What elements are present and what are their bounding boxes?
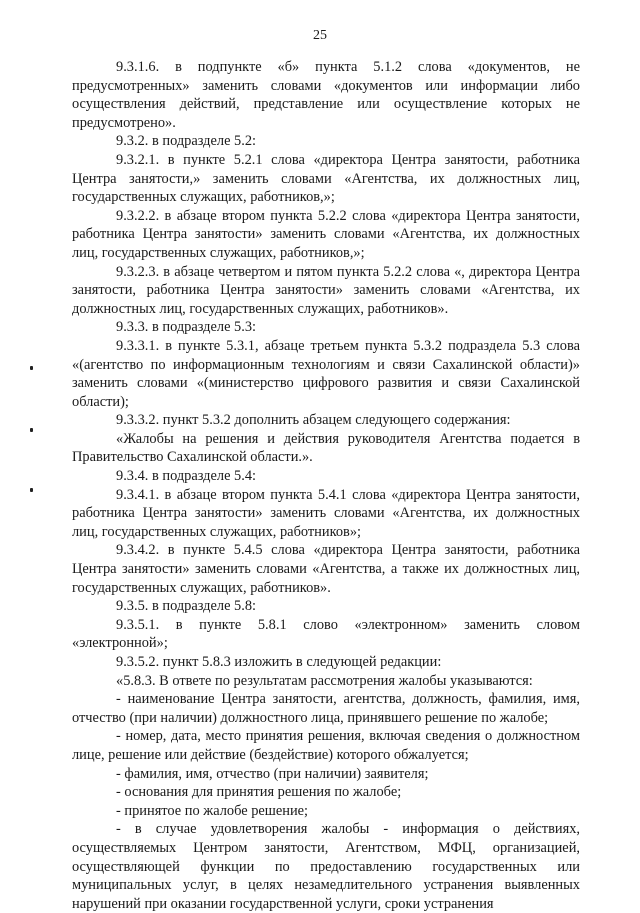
paragraph: «Жалобы на решения и действия руководителя Агентства подается в Правительство Сахалинской области.». [72, 430, 580, 466]
list-item: - принятое по жалобе решение; [116, 802, 309, 819]
list-item: - основания для принятия решения по жалобе; [116, 784, 402, 801]
paragraph: 9.3.3. в подразделе 5.3: [116, 319, 257, 336]
list-item: - фамилия, имя, отчество (при наличии) заявителя; [116, 765, 429, 782]
margin-mark [30, 366, 33, 370]
list-item: - в случае удовлетворения жалобы - информация о действиях, осуществляемых Центром занятости, Агентством, МФЦ, организацией, осуществляющей функции по предоставлению государственных или муниципальных услуг, в целях незамедлительного устранения выявленных нарушений при оказании государственной услуги, сроки устранения [72, 821, 580, 912]
document-body [72, 58, 580, 913]
list-item: - наименование Центра занятости, агентства, должность, фамилия, имя, отчество (при наличии) должностного лица, принявшего решение по жалобе; [72, 691, 580, 726]
paragraph: 9.3.5. в подразделе 5.8: [116, 598, 257, 615]
paragraph: 9.3.1.6. в подпункте «б» пункта 5.1.2 слова «документов, не предусмотренных» заменить словами «документов или информации либо осуществления действий, представление или осуществление которых не предусмотрено». [72, 59, 580, 131]
paragraph: 9.3.2.2. в абзаце втором пункта 5.2.2 слова «директора Центра занятости, работника Центра занятости» заменить словами «Агентства, их должностных лиц, государственных служащих, работников,»; [72, 207, 580, 261]
list-item: - номер, дата, место принятия решения, включая сведения о должностном лице, решение или действие (бездействие) которого обжалуется; [72, 728, 580, 763]
paragraph: 9.3.2.1. в пункте 5.2.1 слова «директора Центра занятости, работника Центра занятости,» заменить словами «Агентства, их должностных лиц, государственных служащих, работников,»; [72, 151, 580, 206]
paragraph: 9.3.3.2. пункт 5.3.2 дополнить абзацем следующего содержания: [116, 412, 511, 429]
paragraph: 9.3.2. в подразделе 5.2: [116, 133, 257, 150]
paragraph: 9.3.4.1. в абзаце втором пункта 5.4.1 слова «директора Центра занятости, работника Центра занятости» заменить словами «Агентства, их должностных лиц, государственных служащих, работников»; [72, 486, 580, 540]
margin-mark [30, 488, 33, 492]
paragraph: 9.3.4. в подразделе 5.4: [116, 468, 257, 485]
paragraph: 9.3.3.1. в пункте 5.3.1, абзаце третьем пункта 5.3.2 подраздела 5.3 слова «(агентство по информационным технологиям и связи Сахалинской области)» заменить словами «(министерство цифрового развития и связи Сахалинской области); [72, 337, 580, 410]
paragraph: «5.8.3. В ответе по результатам рассмотрения жалобы указываются: [116, 672, 533, 689]
paragraph: 9.3.5.2. пункт 5.8.3 изложить в следующей редакции: [116, 654, 442, 670]
margin-mark [30, 428, 33, 432]
paragraph: 9.3.2.3. в абзаце четвертом и пятом пункта 5.2.2 слова «, директора Центра занятости, работника Центра занятости» заменить словами «Агентства, их должностных лиц, государственных служащих, работников». [72, 263, 580, 317]
paragraph: 9.3.4.2. в пункте 5.4.5 слова «директора Центра занятости, работника Центра занятости» заменить словами «Агентства, а также их должностных лиц, государственных служащих, работников». [72, 542, 580, 596]
page-number: 25 [313, 28, 327, 43]
paragraph: 9.3.5.1. в пункте 5.8.1 слово «электронном» заменить словом «электронной»; [72, 616, 580, 652]
